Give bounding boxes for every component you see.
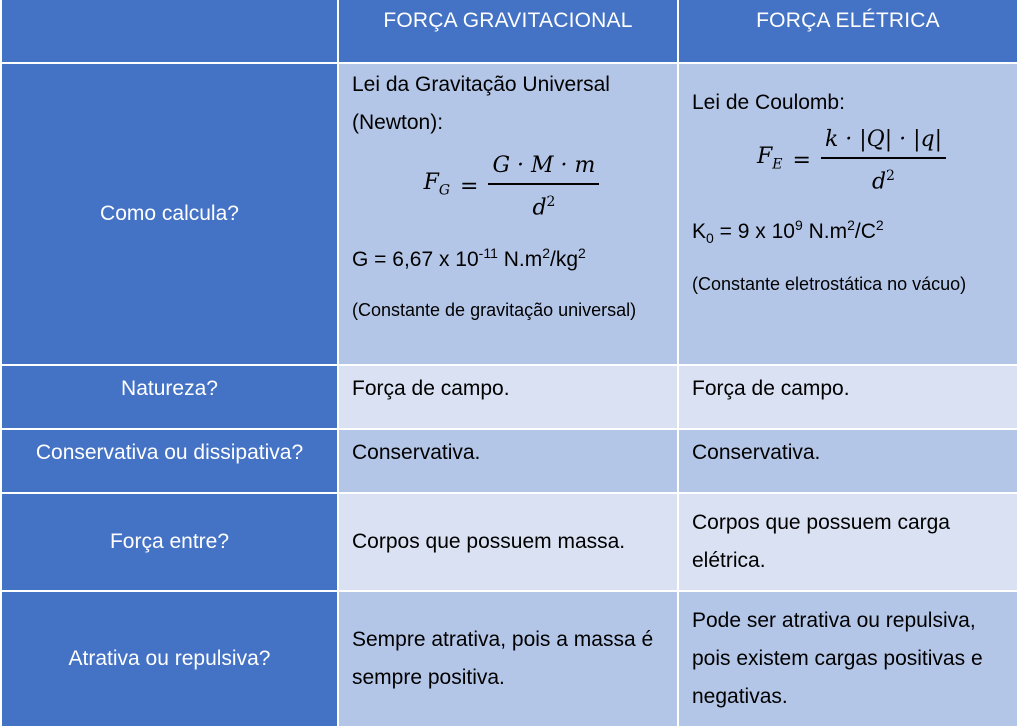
coulomb-nature-cell: Força de campo. — [678, 365, 1017, 429]
gravitation-constant-note: (Constante de gravitação universal) — [352, 300, 637, 320]
coulomb-formula-numerator: k · |Q| · |q| — [821, 125, 946, 159]
gravitation-calc-cell — [338, 63, 678, 365]
coulomb-attractive-cell: Pode ser atrativa ou repulsiva, pois existem cargas positivas e negativas. — [678, 591, 1017, 727]
row-label-nature: Natureza? — [1, 365, 338, 429]
row-label-attractive-repulsive: Atrativa ou repulsiva? — [1, 591, 338, 727]
table-row — [1, 591, 1017, 727]
gravitation-attractive-cell: Sempre atrativa, pois a massa é sempre positiva. — [338, 591, 678, 727]
gravitation-law-subtitle: (Newton): — [352, 111, 444, 134]
table-row — [1, 429, 1017, 493]
gravitation-force-between-cell: Corpos que possuem massa. — [338, 493, 678, 591]
gravitation-constant: G = 6,67 x $10^{-11}$ $N.m^2/kg^2$ — [352, 245, 586, 271]
table-row — [1, 63, 1017, 365]
coulomb-constant: $K_0 = 9$ x $10^9$ $N.m^2/C^2$ — [692, 217, 884, 247]
coulomb-calc-cell — [678, 63, 1017, 365]
coulomb-conservative-cell: Conservativa. — [678, 429, 1017, 493]
table-row — [1, 365, 1017, 429]
table-row — [1, 493, 1017, 591]
gravitation-formula: $F_G$ = $\frac{G \cdot M \cdot m}{d^2}$ — [352, 154, 671, 220]
row-label-conservative: Conservativa ou dissipativa? — [1, 429, 338, 493]
coulomb-formula: $F_E$ = $\frac{k \cdot |Q| \cdot |q|}{d^2}$ — [692, 128, 1011, 194]
gravitation-conservative-cell: Conservativa. — [338, 429, 678, 493]
coulomb-law-title: Lei de Coulomb: — [692, 91, 845, 114]
header-row — [1, 0, 1017, 63]
header-gravitational-force: FORÇA GRAVITACIONAL — [338, 0, 678, 63]
header-electric-force: FORÇA ELÉTRICA — [678, 0, 1017, 63]
gravitation-nature-cell: Força de campo. — [338, 365, 678, 429]
coulomb-force-between-cell: Corpos que possuem carga elétrica. — [678, 493, 1017, 591]
gravitation-formula-numerator: G · M · m — [488, 151, 599, 185]
row-label-how-to-calculate: Como calcula? — [1, 63, 338, 365]
row-label-force-between: Força entre? — [1, 493, 338, 591]
coulomb-constant-note: (Constante eletrostática no vácuo) — [692, 274, 967, 295]
gravitation-law-title: Lei da Gravitação Universal — [352, 73, 610, 96]
header-empty-cell — [1, 0, 338, 63]
